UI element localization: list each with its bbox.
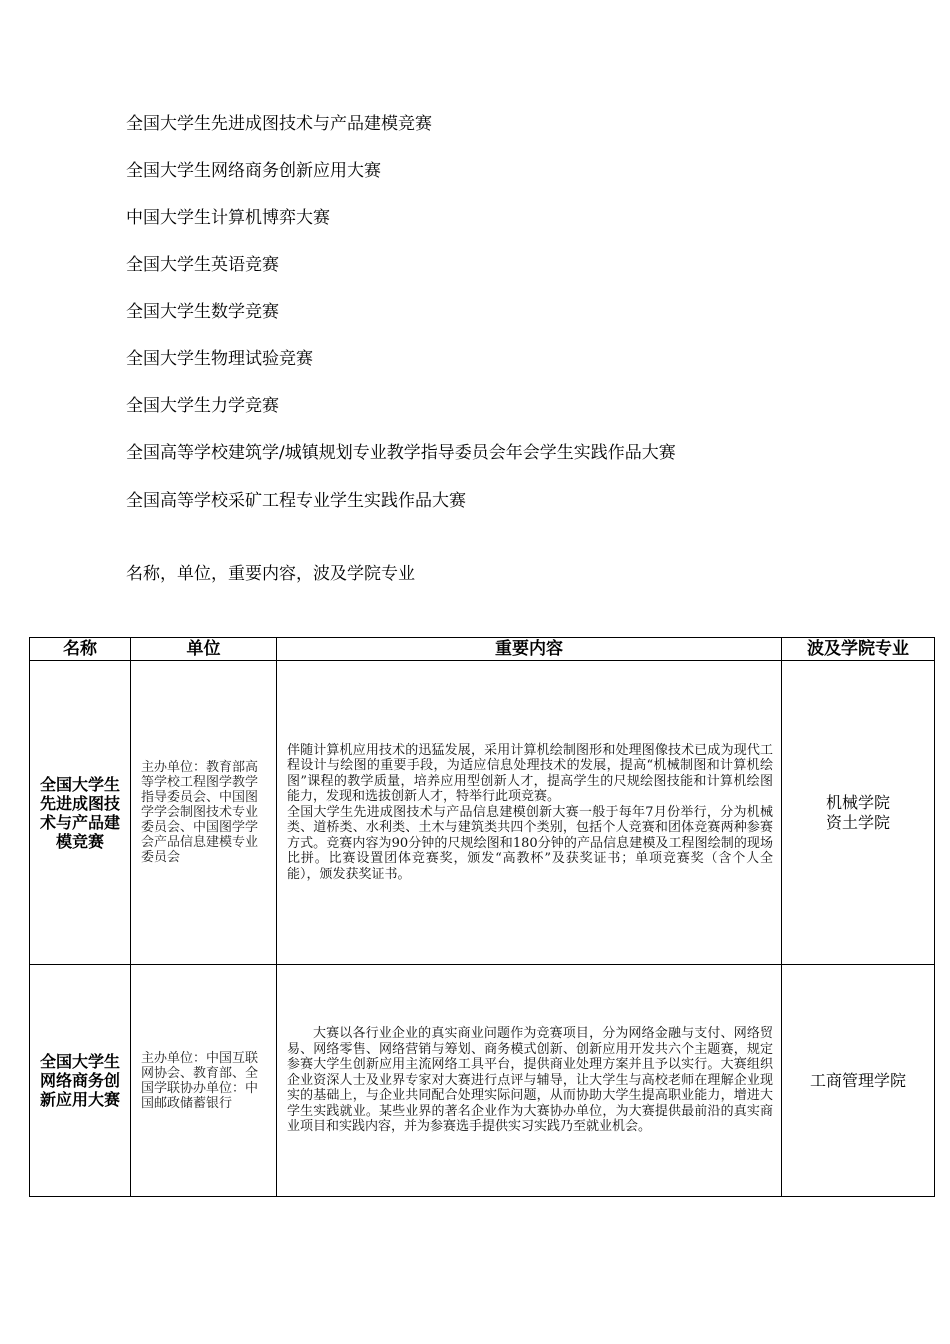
content-paragraph: 全国大学生先进成图技术与产品信息建模创新大赛一般于每年7月份举行，分为机械类、道桥类、水利类、土木与建筑类共四个类别，包括个人竞赛和团体竞赛两种参赛方式。竞赛内容为90分钟的尺规绘图和180分钟的产品信息建模及工程图绘制的现场比拼。比赛设置团体竞赛奖，颁发“高教杯”及获奖证书；单项竞赛奖（含个人全能），颁发获奖证书。 bbox=[287, 804, 773, 882]
list-item: 全国大学生力学竞赛 bbox=[126, 396, 279, 416]
department-name: 工商管理学院 bbox=[809, 1070, 906, 1090]
list-item: 全国高等学校建筑学/城镇规划专业教学指导委员会年会学生实践作品大赛 bbox=[126, 443, 676, 463]
table-row bbox=[30, 965, 935, 1197]
table-row bbox=[30, 661, 935, 965]
content-paragraph: 大赛以各行业企业的真实商业问题作为竞赛项目，分为网络金融与支付、网络贸易、网络零售、网络营销与筹划、商务模式创新、创新应用开发共六个主题赛，规定参赛大学生创新应用主流网络工具平台，提供商业处理方案并且予以实行。大赛组织企业资深人士及业界专家对大赛进行点评与辅导，让大学生与高校老师在理解企业现实的基础上，与企业共同配合处理实际问题，从而协助大学生提高职业能力，增进大学生实践就业。某些业界的著名企业作为大赛协办单位，为大赛提供最前沿的真实商业项目和实践内容，并为参赛选手提供实习实践乃至就业机会。 bbox=[287, 1026, 773, 1135]
competition-name: 全国大学生先进成图技术与产品建模竞赛 bbox=[30, 661, 131, 965]
department bbox=[782, 661, 935, 965]
list-item: 全国大学生英语竞赛 bbox=[126, 255, 279, 275]
table-caption: 名称，单位，重要内容，波及学院专业 bbox=[126, 564, 415, 584]
content-paragraph: 伴随计算机应用技术的迅猛发展，采用计算机绘制图形和处理图像技术已成为现代工程设计与绘图的重要手段，为适应信息处理技术的发展，提高“机械制图和计算机绘图”课程的教学质量，培养应用型创新人才，提高学生的尺规绘图技能和计算机绘图能力，发现和选拔创新人才，特举行此项竞赛。 bbox=[287, 742, 773, 805]
list-item: 全国高等学校采矿工程专业学生实践作品大赛 bbox=[126, 491, 466, 511]
header-department: 波及学院专业 bbox=[782, 638, 935, 661]
list-item: 全国大学生物理试验竞赛 bbox=[126, 349, 313, 369]
main-content bbox=[277, 965, 782, 1197]
competition-table bbox=[29, 637, 935, 1197]
header-content: 重要内容 bbox=[277, 638, 782, 661]
organizer: 主办单位：中国互联网协会、教育部、全国学联协办单位：中国邮政储蓄银行 bbox=[131, 965, 277, 1197]
department-name: 机械学院 bbox=[825, 792, 890, 812]
table-header-row bbox=[30, 638, 935, 661]
header-name: 名称 bbox=[30, 638, 131, 661]
header-unit: 单位 bbox=[131, 638, 277, 661]
competition-name: 全国大学生网络商务创新应用大赛 bbox=[30, 965, 131, 1197]
department bbox=[782, 965, 935, 1197]
main-content bbox=[277, 661, 782, 965]
department-name: 资土学院 bbox=[825, 812, 890, 832]
list-item: 全国大学生先进成图技术与产品建模竞赛 bbox=[126, 114, 432, 134]
organizer: 主办单位：教育部高等学校工程图学教学指导委员会、中国图学学会制图技术专业委员会、中国图学学会产品信息建模专业委员会 bbox=[131, 661, 277, 965]
list-item: 中国大学生计算机博弈大赛 bbox=[126, 208, 330, 228]
list-item: 全国大学生数学竞赛 bbox=[126, 302, 279, 322]
list-item: 全国大学生网络商务创新应用大赛 bbox=[126, 161, 381, 181]
